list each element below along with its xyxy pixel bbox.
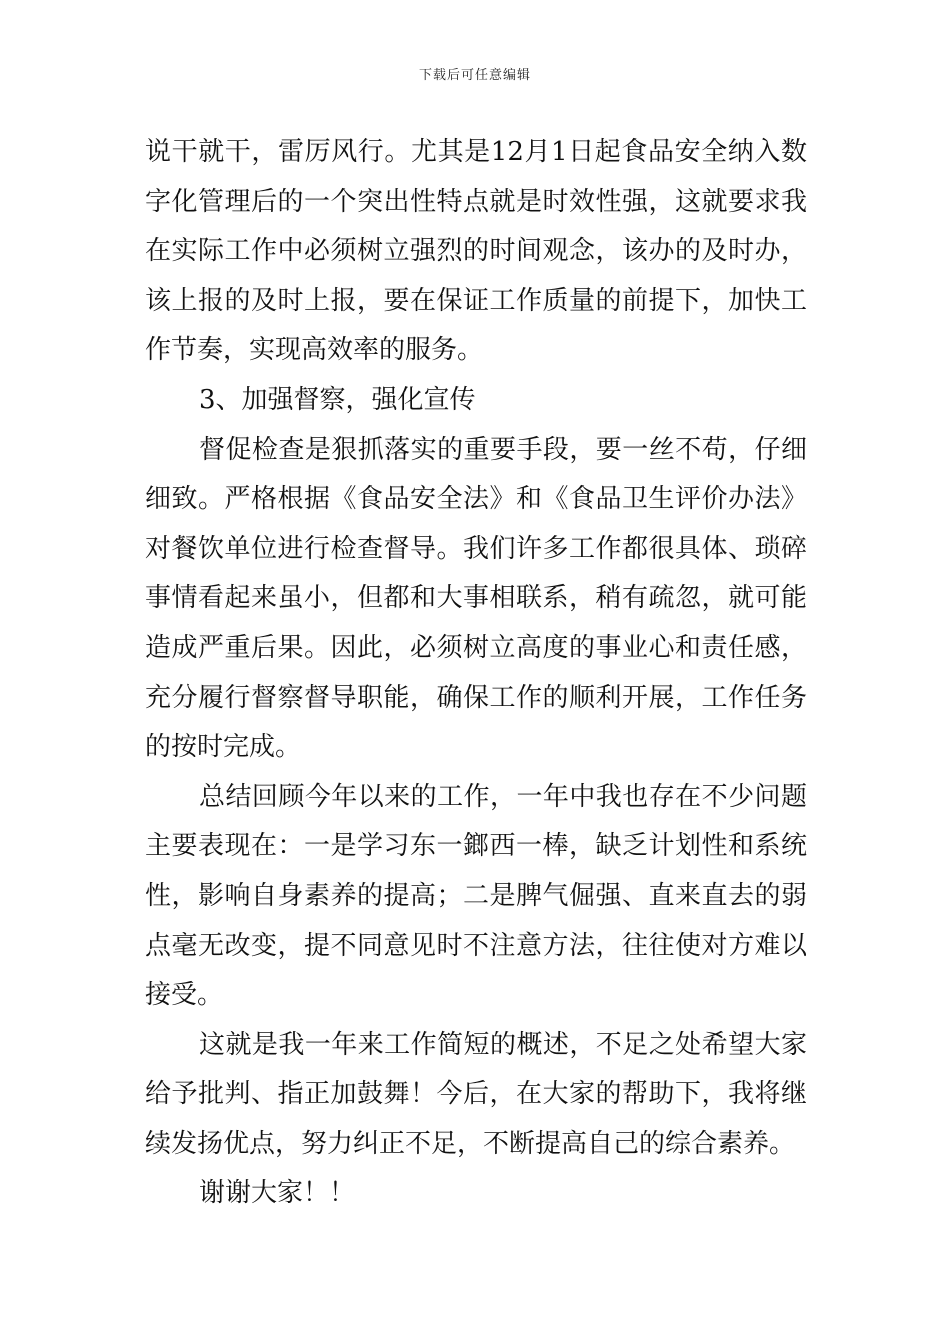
text-line: 给予批判、指正加鼓舞！今后，在大家的帮助下，我将继 (145, 1079, 807, 1110)
section-heading: 3、加强督察，强化宣传 (199, 384, 476, 415)
text-line: 主要表现在：一是学习东一鎯西一棒，缺乏计划性和系统 (145, 831, 807, 862)
document-body (145, 128, 807, 1219)
text-line: 该上报的及时上报，要在保证工作质量的前提下，加快工 (145, 285, 807, 316)
text-line: 这就是我一年来工作简短的概述，不足之处希望大家 (199, 1029, 807, 1060)
page-header: 下载后可任意编辑 (418, 68, 531, 83)
text-line: 说干就干，雷厉风行。尤其是12月1日起食品安全纳入数 (145, 137, 807, 167)
text-line: 点毫无改变，提不同意见时不注意方法，往往使对方难以 (145, 930, 807, 961)
text-line: 字化管理后的一个突出性特点就是时效性强，这就要求我 (145, 186, 807, 217)
text-line: 造成严重后果。因此，必须树立高度的事业心和责任感， (145, 632, 807, 663)
text-line: 督促检查是狠抓落实的重要手段，要一丝不苟，仔细 (199, 434, 807, 465)
text-line: 作节奏，实现高效率的服务。 (145, 335, 484, 366)
text-line: 的按时完成。 (145, 732, 302, 763)
text-line: 充分履行督察督导职能，确保工作的顺利开展，工作任务 (145, 682, 807, 713)
text-line: 细致。严格根据《食品安全法》和《食品卫生评价办法》 (145, 484, 807, 515)
text-line: 对餐饮单位进行检查督导。我们许多工作都很具体、琐碎 (145, 533, 807, 564)
text-line: 事情看起来虽小，但都和大事相联系，稍有疏忽，就可能 (145, 583, 807, 614)
closing-line: 谢谢大家！！ (199, 1178, 356, 1209)
text-line: 续发扬优点，努力纠正不足，不断提高自己的综合素养。 (145, 1128, 796, 1159)
text-line: 性，影响自身素养的提高；二是脾气倔强、直来直去的弱 (145, 880, 807, 911)
text-line: 在实际工作中必须树立强烈的时间观念，该办的及时办， (145, 236, 807, 267)
text-line: 总结回顾今年以来的工作，一年中我也存在不少问题 (199, 781, 807, 812)
text-line: 接受。 (145, 980, 224, 1011)
